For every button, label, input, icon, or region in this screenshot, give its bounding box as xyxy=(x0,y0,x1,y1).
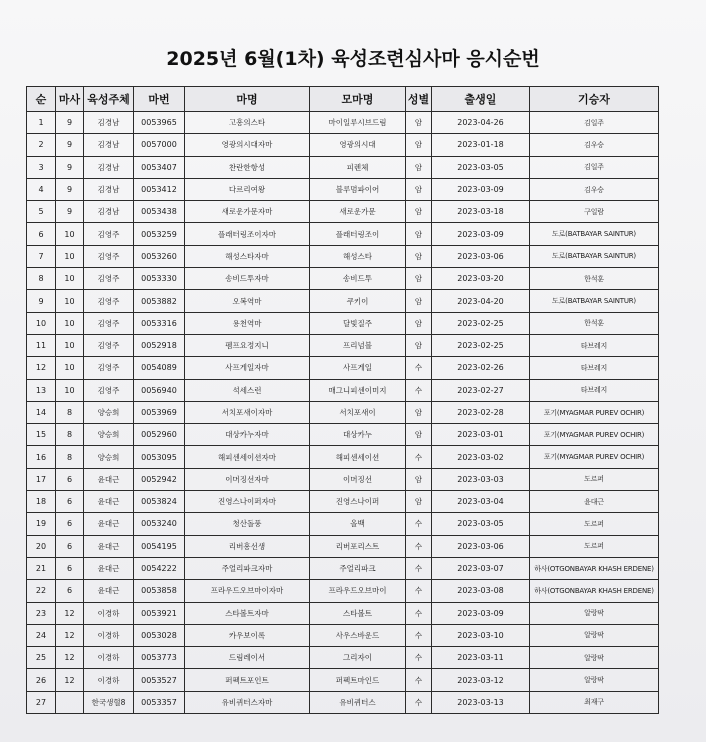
order-cell: 12 xyxy=(27,357,56,379)
trainer-cell: 김영주 xyxy=(84,312,134,334)
jockey-cell: 타브레지 xyxy=(530,357,659,379)
birth-date-cell: 2023-03-05 xyxy=(432,156,530,178)
stable-cell xyxy=(56,691,84,713)
horse-number-cell: 0053357 xyxy=(134,691,185,713)
trainer-cell: 한국생혈8 xyxy=(84,691,134,713)
birth-date-cell: 2023-02-25 xyxy=(432,312,530,334)
trainer-cell: 윤대근 xyxy=(84,535,134,557)
trainer-cell: 양승희 xyxy=(84,446,134,468)
trainer-cell: 이경하 xyxy=(84,669,134,691)
horse-name-cell: 다르리여왕 xyxy=(185,178,310,200)
trainer-cell: 김경남 xyxy=(84,156,134,178)
trainer-cell: 윤대근 xyxy=(84,491,134,513)
order-cell: 18 xyxy=(27,491,56,513)
sex-cell: 수 xyxy=(406,557,432,579)
sex-cell: 암 xyxy=(406,424,432,446)
trainer-cell: 김영주 xyxy=(84,223,134,245)
jockey-cell: 김우승 xyxy=(530,134,659,156)
table-row xyxy=(27,535,659,557)
horse-name-cell: 해성스타자마 xyxy=(185,245,310,267)
jockey-cell: 구일람 xyxy=(530,201,659,223)
order-cell: 21 xyxy=(27,557,56,579)
dam-name-cell: 프라우드오브마이 xyxy=(310,580,406,602)
dam-name-cell: 서치포새이 xyxy=(310,401,406,423)
stable-cell: 12 xyxy=(56,602,84,624)
jockey-cell: 김우승 xyxy=(530,178,659,200)
jockey-cell: 타브레지 xyxy=(530,334,659,356)
stable-cell: 10 xyxy=(56,245,84,267)
order-cell: 25 xyxy=(27,647,56,669)
birth-date-cell: 2023-03-07 xyxy=(432,557,530,579)
birth-date-cell: 2023-03-05 xyxy=(432,513,530,535)
birth-date-cell: 2023-03-13 xyxy=(432,691,530,713)
stable-cell: 8 xyxy=(56,401,84,423)
document-title: 2025년 6월(1차) 육성조련심사마 응시순번 xyxy=(166,48,540,70)
table-row xyxy=(27,178,659,200)
sex-cell: 암 xyxy=(406,223,432,245)
jockey-cell: 알랑팍 xyxy=(530,669,659,691)
trainer-cell: 김영주 xyxy=(84,379,134,401)
dam-name-cell: 진영스나이퍼 xyxy=(310,491,406,513)
stable-cell: 9 xyxy=(56,156,84,178)
header-sex: 성별 xyxy=(406,87,432,112)
sex-cell: 암 xyxy=(406,491,432,513)
trainer-cell: 김경남 xyxy=(84,201,134,223)
sex-cell: 암 xyxy=(406,201,432,223)
dam-name-cell: 송비드투 xyxy=(310,268,406,290)
order-cell: 15 xyxy=(27,424,56,446)
trainer-cell: 윤대근 xyxy=(84,580,134,602)
horse-number-cell: 0053028 xyxy=(134,624,185,646)
dam-name-cell: 블루멈파이어 xyxy=(310,178,406,200)
horse-number-cell: 0054222 xyxy=(134,557,185,579)
trainer-cell: 윤대근 xyxy=(84,557,134,579)
order-cell: 20 xyxy=(27,535,56,557)
horse-number-cell: 0053965 xyxy=(134,112,185,134)
table-row xyxy=(27,624,659,646)
sex-cell: 수 xyxy=(406,357,432,379)
birth-date-cell: 2023-03-09 xyxy=(432,223,530,245)
header-birth-date: 출생일 xyxy=(432,87,530,112)
trainer-cell: 김경남 xyxy=(84,134,134,156)
dam-name-cell: 해피센세이션 xyxy=(310,446,406,468)
stable-cell: 10 xyxy=(56,223,84,245)
table-header-row xyxy=(27,87,659,112)
header-horse-name: 마명 xyxy=(185,87,310,112)
table-row xyxy=(27,513,659,535)
dam-name-cell: 사프게일 xyxy=(310,357,406,379)
order-cell: 5 xyxy=(27,201,56,223)
stable-cell: 10 xyxy=(56,334,84,356)
table-row xyxy=(27,602,659,624)
birth-date-cell: 2023-02-28 xyxy=(432,401,530,423)
order-cell: 8 xyxy=(27,268,56,290)
horse-number-cell: 0053882 xyxy=(134,290,185,312)
horse-number-cell: 0053412 xyxy=(134,178,185,200)
table-row xyxy=(27,156,659,178)
table-row xyxy=(27,669,659,691)
header-dam-name: 모마명 xyxy=(310,87,406,112)
header-stable: 마사 xyxy=(56,87,84,112)
stable-cell: 10 xyxy=(56,379,84,401)
horse-name-cell: 고흥의스타 xyxy=(185,112,310,134)
jockey-cell: 도르퍼 xyxy=(530,535,659,557)
dam-name-cell: 마이일루시브드림 xyxy=(310,112,406,134)
sex-cell: 암 xyxy=(406,290,432,312)
stable-cell: 9 xyxy=(56,201,84,223)
table-row xyxy=(27,290,659,312)
birth-date-cell: 2023-03-04 xyxy=(432,491,530,513)
dam-name-cell: 이머징선 xyxy=(310,468,406,490)
order-cell: 7 xyxy=(27,245,56,267)
dam-name-cell: 유비퀴터스 xyxy=(310,691,406,713)
horse-number-cell: 0053921 xyxy=(134,602,185,624)
horse-number-cell: 0052918 xyxy=(134,334,185,356)
horse-number-cell: 0053316 xyxy=(134,312,185,334)
sex-cell: 암 xyxy=(406,112,432,134)
dam-name-cell: 피렌체 xyxy=(310,156,406,178)
trainer-cell: 윤대근 xyxy=(84,468,134,490)
exam-order-table xyxy=(26,86,659,714)
header-horse-number: 마번 xyxy=(134,87,185,112)
horse-number-cell: 0053330 xyxy=(134,268,185,290)
horse-name-cell: 퍼펙트포인트 xyxy=(185,669,310,691)
dam-name-cell: 해성스타 xyxy=(310,245,406,267)
trainer-cell: 김영주 xyxy=(84,357,134,379)
trainer-cell: 이경하 xyxy=(84,624,134,646)
stable-cell: 9 xyxy=(56,178,84,200)
horse-number-cell: 0053969 xyxy=(134,401,185,423)
stable-cell: 12 xyxy=(56,624,84,646)
order-cell: 9 xyxy=(27,290,56,312)
table-body xyxy=(27,112,659,714)
stable-cell: 12 xyxy=(56,669,84,691)
trainer-cell: 양승희 xyxy=(84,424,134,446)
horse-number-cell: 0054089 xyxy=(134,357,185,379)
table-row xyxy=(27,379,659,401)
table-row xyxy=(27,357,659,379)
birth-date-cell: 2023-02-25 xyxy=(432,334,530,356)
order-cell: 2 xyxy=(27,134,56,156)
birth-date-cell: 2023-01-18 xyxy=(432,134,530,156)
order-cell: 13 xyxy=(27,379,56,401)
horse-name-cell: 드림레이서 xyxy=(185,647,310,669)
table-row xyxy=(27,245,659,267)
table-row xyxy=(27,691,659,713)
jockey-cell: 포기(MYAGMAR PUREV OCHIR) xyxy=(530,446,659,468)
sex-cell: 암 xyxy=(406,245,432,267)
dam-name-cell: 사우스바운드 xyxy=(310,624,406,646)
order-cell: 4 xyxy=(27,178,56,200)
dam-name-cell: 매그니피센이미지 xyxy=(310,379,406,401)
birth-date-cell: 2023-03-10 xyxy=(432,624,530,646)
jockey-cell: 도로(BATBAYAR SAINTUR) xyxy=(530,290,659,312)
jockey-cell: 하사(OTGONBAYAR KHASH ERDENE) xyxy=(530,580,659,602)
order-cell: 22 xyxy=(27,580,56,602)
horse-number-cell: 0053407 xyxy=(134,156,185,178)
birth-date-cell: 2023-03-03 xyxy=(432,468,530,490)
horse-name-cell: 사프게일자마 xyxy=(185,357,310,379)
birth-date-cell: 2023-03-06 xyxy=(432,245,530,267)
trainer-cell: 양승희 xyxy=(84,401,134,423)
table-row xyxy=(27,268,659,290)
horse-number-cell: 0053858 xyxy=(134,580,185,602)
birth-date-cell: 2023-02-27 xyxy=(432,379,530,401)
sex-cell: 암 xyxy=(406,401,432,423)
birth-date-cell: 2023-03-20 xyxy=(432,268,530,290)
horse-number-cell: 0053773 xyxy=(134,647,185,669)
sex-cell: 암 xyxy=(406,468,432,490)
horse-number-cell: 0052960 xyxy=(134,424,185,446)
horse-name-cell: 이머징선자마 xyxy=(185,468,310,490)
horse-number-cell: 0057000 xyxy=(134,134,185,156)
dam-name-cell: 스타볼트 xyxy=(310,602,406,624)
trainer-cell: 김영주 xyxy=(84,290,134,312)
table-row xyxy=(27,491,659,513)
stable-cell: 8 xyxy=(56,424,84,446)
birth-date-cell: 2023-02-26 xyxy=(432,357,530,379)
sex-cell: 수 xyxy=(406,691,432,713)
table-row xyxy=(27,223,659,245)
horse-name-cell: 해피센세이션자마 xyxy=(185,446,310,468)
jockey-cell: 도로(BATBAYAR SAINTUR) xyxy=(530,245,659,267)
header-order: 순 xyxy=(27,87,56,112)
dam-name-cell: 달빛질주 xyxy=(310,312,406,334)
order-cell: 17 xyxy=(27,468,56,490)
header-jockey: 기승자 xyxy=(530,87,659,112)
table-row xyxy=(27,424,659,446)
jockey-cell: 윤대근 xyxy=(530,491,659,513)
horse-name-cell: 유비퀴터스자마 xyxy=(185,691,310,713)
sex-cell: 수 xyxy=(406,669,432,691)
birth-date-cell: 2023-03-01 xyxy=(432,424,530,446)
stable-cell: 8 xyxy=(56,446,84,468)
sex-cell: 암 xyxy=(406,334,432,356)
dam-name-cell: 올백 xyxy=(310,513,406,535)
jockey-cell: 알랑팍 xyxy=(530,647,659,669)
table-row xyxy=(27,468,659,490)
jockey-cell: 한석훈 xyxy=(530,312,659,334)
birth-date-cell: 2023-04-20 xyxy=(432,290,530,312)
horse-name-cell: 프라우드오브마이자마 xyxy=(185,580,310,602)
order-cell: 23 xyxy=(27,602,56,624)
sex-cell: 암 xyxy=(406,134,432,156)
horse-number-cell: 0056940 xyxy=(134,379,185,401)
stable-cell: 9 xyxy=(56,134,84,156)
stable-cell: 10 xyxy=(56,268,84,290)
birth-date-cell: 2023-03-09 xyxy=(432,602,530,624)
order-cell: 11 xyxy=(27,334,56,356)
horse-name-cell: 서치포새이자마 xyxy=(185,401,310,423)
jockey-cell: 하사(OTGONBAYAR KHASH ERDENE) xyxy=(530,557,659,579)
trainer-cell: 윤대근 xyxy=(84,513,134,535)
stable-cell: 6 xyxy=(56,513,84,535)
stable-cell: 9 xyxy=(56,112,84,134)
dam-name-cell: 새로운가문 xyxy=(310,201,406,223)
dam-name-cell: 프리넘블 xyxy=(310,334,406,356)
table-row xyxy=(27,201,659,223)
trainer-cell: 이경하 xyxy=(84,647,134,669)
jockey-cell: 도로(BATBAYAR SAINTUR) xyxy=(530,223,659,245)
jockey-cell: 알랑팍 xyxy=(530,624,659,646)
stable-cell: 6 xyxy=(56,557,84,579)
horse-number-cell: 0053240 xyxy=(134,513,185,535)
sex-cell: 수 xyxy=(406,647,432,669)
horse-number-cell: 0052942 xyxy=(134,468,185,490)
trainer-cell: 김영주 xyxy=(84,334,134,356)
table-row xyxy=(27,134,659,156)
dam-name-cell: 그리자이 xyxy=(310,647,406,669)
jockey-cell: 포기(MYAGMAR PUREV OCHIR) xyxy=(530,424,659,446)
horse-number-cell: 0053824 xyxy=(134,491,185,513)
order-cell: 19 xyxy=(27,513,56,535)
sex-cell: 수 xyxy=(406,535,432,557)
dam-name-cell: 쿠키이 xyxy=(310,290,406,312)
birth-date-cell: 2023-04-26 xyxy=(432,112,530,134)
sex-cell: 수 xyxy=(406,379,432,401)
stable-cell: 6 xyxy=(56,491,84,513)
horse-number-cell: 0053438 xyxy=(134,201,185,223)
trainer-cell: 이경하 xyxy=(84,602,134,624)
horse-name-cell: 영광의시대자마 xyxy=(185,134,310,156)
table-row xyxy=(27,334,659,356)
header-trainer: 육성주체 xyxy=(84,87,134,112)
stable-cell: 10 xyxy=(56,312,84,334)
horse-number-cell: 0053527 xyxy=(134,669,185,691)
horse-number-cell: 0053260 xyxy=(134,245,185,267)
order-cell: 27 xyxy=(27,691,56,713)
birth-date-cell: 2023-03-18 xyxy=(432,201,530,223)
trainer-cell: 김경남 xyxy=(84,178,134,200)
horse-name-cell: 대상카누자마 xyxy=(185,424,310,446)
sex-cell: 수 xyxy=(406,580,432,602)
jockey-cell: 도르퍼 xyxy=(530,513,659,535)
jockey-cell: 타브레지 xyxy=(530,379,659,401)
order-cell: 24 xyxy=(27,624,56,646)
stable-cell: 6 xyxy=(56,468,84,490)
horse-name-cell: 리버흥선생 xyxy=(185,535,310,557)
horse-name-cell: 새로운가문자마 xyxy=(185,201,310,223)
horse-name-cell: 스타볼트자마 xyxy=(185,602,310,624)
birth-date-cell: 2023-03-09 xyxy=(432,178,530,200)
dam-name-cell: 영광의시대 xyxy=(310,134,406,156)
stable-cell: 10 xyxy=(56,290,84,312)
jockey-cell: 도르퍼 xyxy=(530,468,659,490)
horse-number-cell: 0054195 xyxy=(134,535,185,557)
table-row xyxy=(27,446,659,468)
trainer-cell: 김경남 xyxy=(84,112,134,134)
table-row xyxy=(27,401,659,423)
horse-name-cell: 진영스나이퍼자마 xyxy=(185,491,310,513)
table-row xyxy=(27,112,659,134)
sex-cell: 수 xyxy=(406,602,432,624)
sex-cell: 수 xyxy=(406,446,432,468)
jockey-cell: 한석훈 xyxy=(530,268,659,290)
horse-number-cell: 0053095 xyxy=(134,446,185,468)
table-row xyxy=(27,580,659,602)
order-cell: 1 xyxy=(27,112,56,134)
dam-name-cell: 퍼펙트마인드 xyxy=(310,669,406,691)
jockey-cell: 김일주 xyxy=(530,156,659,178)
sex-cell: 수 xyxy=(406,513,432,535)
horse-name-cell: 송비드투자마 xyxy=(185,268,310,290)
order-cell: 6 xyxy=(27,223,56,245)
order-cell: 16 xyxy=(27,446,56,468)
table-row xyxy=(27,557,659,579)
order-cell: 10 xyxy=(27,312,56,334)
jockey-cell: 최재구 xyxy=(530,691,659,713)
order-cell: 14 xyxy=(27,401,56,423)
table-row xyxy=(27,312,659,334)
sex-cell: 암 xyxy=(406,268,432,290)
trainer-cell: 김영주 xyxy=(84,245,134,267)
horse-name-cell: 주얼리파크자마 xyxy=(185,557,310,579)
sex-cell: 암 xyxy=(406,312,432,334)
order-cell: 26 xyxy=(27,669,56,691)
dam-name-cell: 플래터링조이 xyxy=(310,223,406,245)
dam-name-cell: 리버포리스트 xyxy=(310,535,406,557)
sex-cell: 암 xyxy=(406,178,432,200)
horse-name-cell: 플래터링조이자마 xyxy=(185,223,310,245)
birth-date-cell: 2023-03-08 xyxy=(432,580,530,602)
trainer-cell: 김영주 xyxy=(84,268,134,290)
dam-name-cell: 대상카누 xyxy=(310,424,406,446)
stable-cell: 6 xyxy=(56,535,84,557)
stable-cell: 12 xyxy=(56,647,84,669)
sex-cell: 암 xyxy=(406,156,432,178)
birth-date-cell: 2023-03-02 xyxy=(432,446,530,468)
jockey-cell: 김일주 xyxy=(530,112,659,134)
horse-name-cell: 오복역마 xyxy=(185,290,310,312)
horse-name-cell: 카우보이록 xyxy=(185,624,310,646)
horse-name-cell: 용천역마 xyxy=(185,312,310,334)
horse-name-cell: 석세스런 xyxy=(185,379,310,401)
table-row xyxy=(27,647,659,669)
birth-date-cell: 2023-03-11 xyxy=(432,647,530,669)
horse-number-cell: 0053259 xyxy=(134,223,185,245)
stable-cell: 10 xyxy=(56,357,84,379)
jockey-cell: 알랑팍 xyxy=(530,602,659,624)
horse-name-cell: 찬란한항성 xyxy=(185,156,310,178)
horse-name-cell: 청산돌풍 xyxy=(185,513,310,535)
jockey-cell: 포기(MYAGMAR PUREV OCHIR) xyxy=(530,401,659,423)
birth-date-cell: 2023-03-06 xyxy=(432,535,530,557)
stable-cell: 6 xyxy=(56,580,84,602)
dam-name-cell: 주얼리파크 xyxy=(310,557,406,579)
order-cell: 3 xyxy=(27,156,56,178)
horse-name-cell: 펨프요정지니 xyxy=(185,334,310,356)
birth-date-cell: 2023-03-12 xyxy=(432,669,530,691)
sex-cell: 수 xyxy=(406,624,432,646)
